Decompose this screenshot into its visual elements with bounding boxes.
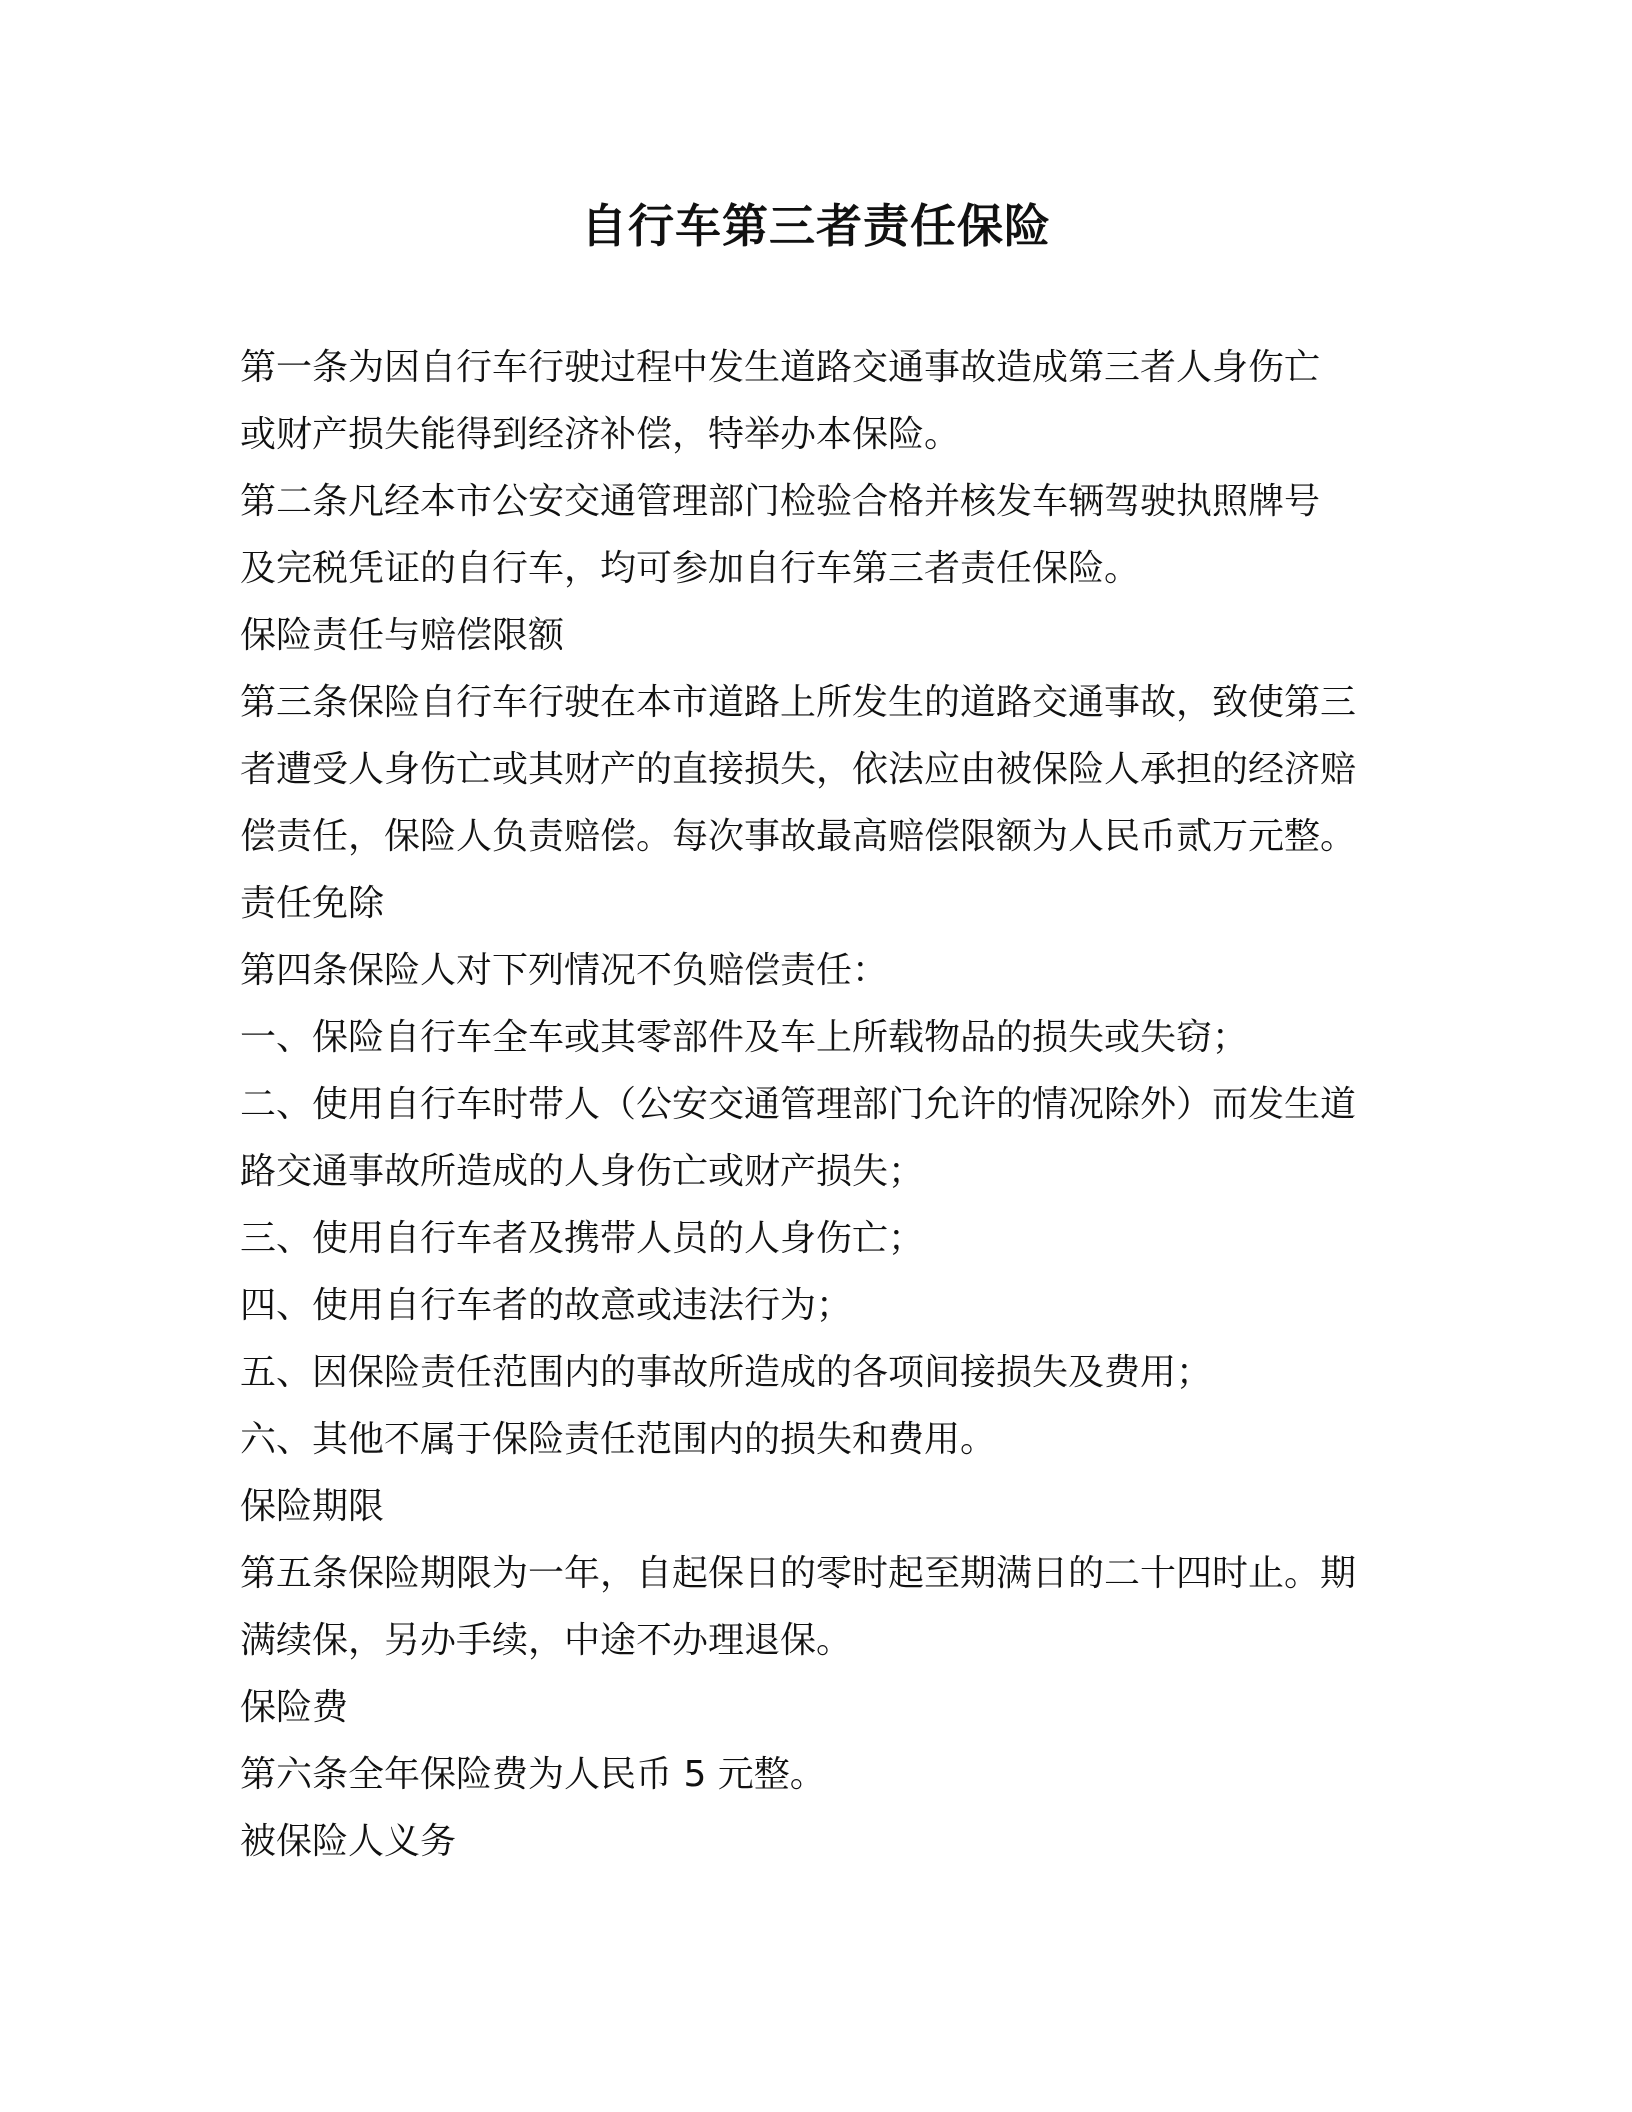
list-item: 一、保险自行车全车或其零部件及车上所载物品的损失或失窃； — [240, 1017, 1249, 1058]
list-item-continuation: 路交通事故所造成的人身伤亡或财产损失； — [240, 1151, 925, 1192]
list-item: 二、使用自行车时带人（公安交通管理部门允许的情况除外）而发生道 — [240, 1084, 1357, 1125]
list-item: 六、其他不属于保险责任范围内的损失和费用。 — [240, 1419, 997, 1460]
document-title: 自行车第三者责任保险 — [581, 199, 1051, 253]
list-item: 五、因保险责任范围内的事故所造成的各项间接损失及费用； — [240, 1352, 1213, 1393]
text-line: 第三条保险自行车行驶在本市道路上所发生的道路交通事故，致使第三 — [240, 682, 1357, 723]
text-line: 或财产损失能得到经济补偿，特举办本保险。 — [240, 414, 961, 455]
text-line: 满续保，另办手续，中途不办理退保。 — [240, 1620, 853, 1661]
list-item: 四、使用自行车者的故意或违法行为； — [240, 1285, 853, 1326]
section-heading: 保险责任与赔偿限额 — [240, 615, 565, 656]
text-line: 第四条保险人对下列情况不负赔偿责任： — [240, 950, 889, 991]
section-heading: 责任免除 — [240, 883, 385, 924]
text-line: 第六条全年保险费为人民币 5 元整。 — [240, 1754, 826, 1795]
document-body — [240, 334, 1390, 1875]
text-line: 及完税凭证的自行车，均可参加自行车第三者责任保险。 — [240, 548, 1141, 589]
text-line: 第一条为因自行车行驶过程中发生道路交通事故造成第三者人身伤亡 — [240, 347, 1321, 388]
list-item: 三、使用自行车者及携带人员的人身伤亡； — [240, 1218, 925, 1259]
text-line: 第二条凡经本市公安交通管理部门检验合格并核发车辆驾驶执照牌号 — [240, 481, 1321, 522]
text-line: 偿责任，保险人负责赔偿。每次事故最高赔偿限额为人民币贰万元整。 — [240, 816, 1357, 857]
section-heading: 被保险人义务 — [240, 1821, 457, 1862]
section-heading: 保险期限 — [240, 1486, 385, 1527]
text-line: 第五条保险期限为一年，自起保日的零时起至期满日的二十四时止。期 — [240, 1553, 1357, 1594]
text-line: 者遭受人身伤亡或其财产的直接损失，依法应由被保险人承担的经济赔 — [240, 749, 1357, 790]
section-heading: 保险费 — [240, 1687, 349, 1728]
